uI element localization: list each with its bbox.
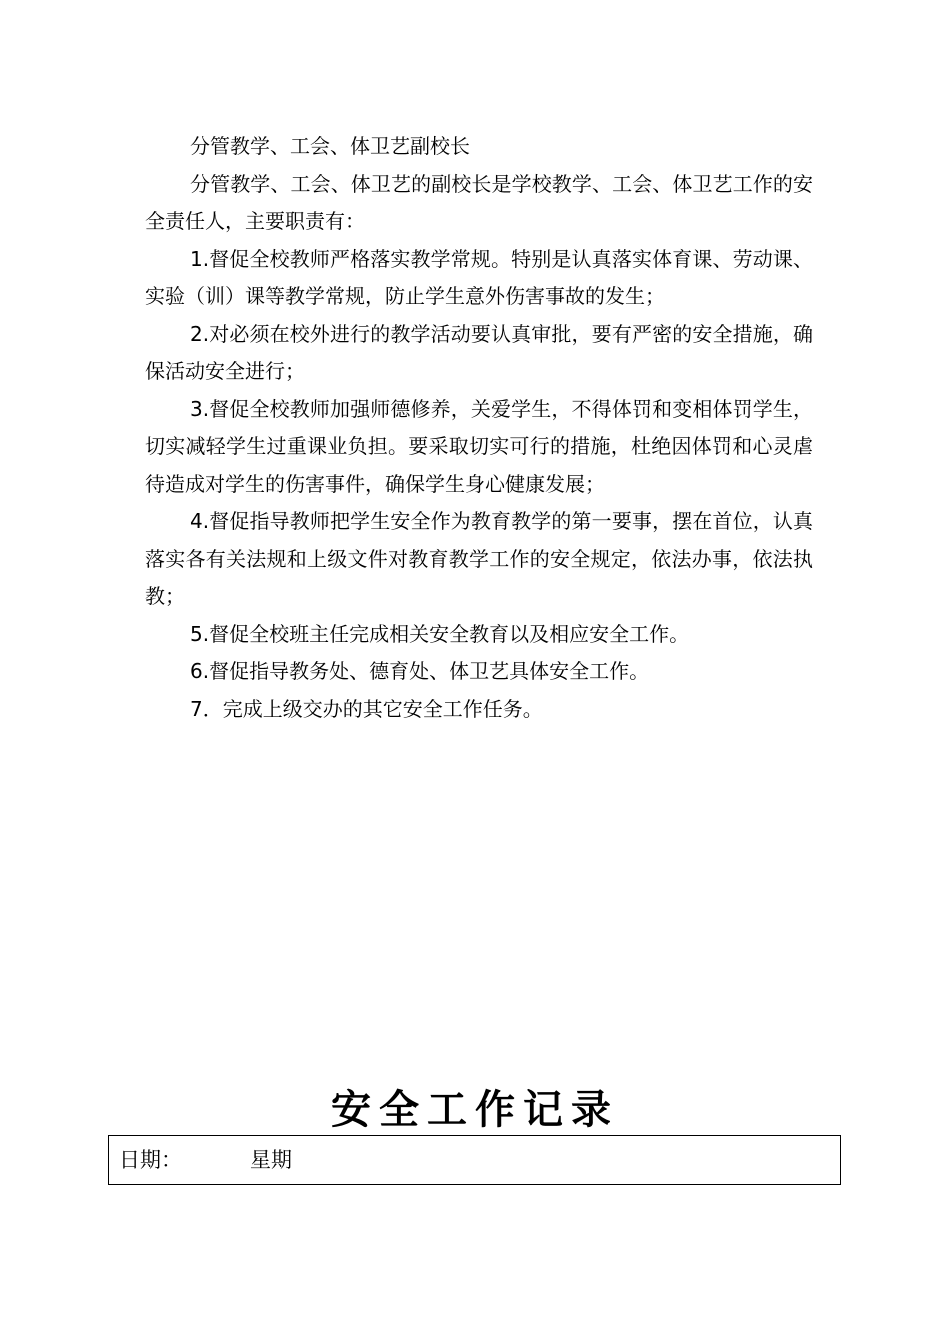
record-table [108,1135,841,1185]
duty-item-4: 4.督促指导教师把学生安全作为教育教学的第一要事，摆在首位，认真落实各有关法规和上级文件对教育教学工作的安全规定，依法办事，依法执教； [145,509,813,608]
date-label: 日期： [119,1148,182,1172]
duty-item-1: 1.督促全校教师严格落实教学常规。特别是认真落实体育课、劳动课、实验（训）课等教学常规，防止学生意外伤害事故的发生； [145,246,813,308]
duty-item-6: 6.督促指导教务处、德育处、体卫艺具体安全工作。 [190,659,650,683]
duty-item-2: 2.对必须在校外进行的教学活动要认真审批，要有严密的安全措施，确保活动安全进行； [145,321,813,383]
weekday-label: 星期 [250,1148,292,1172]
intro-paragraph: 分管教学、工会、体卫艺的副校长是学校教学、工会、体卫艺工作的安全责任人，主要职责有： [145,171,813,233]
duty-item-7: 7．完成上级交办的其它安全工作任务。 [190,696,543,721]
duty-item-5: 5.督促全校班主任完成相关安全教育以及相应安全工作。 [190,621,690,646]
section-heading: 分管教学、工会、体卫艺副校长 [190,134,470,158]
duty-item-3: 3.督促全校教师加强师德修养，关爱学生，不得体罚和变相体罚学生，切实减轻学生过重课业负担。要采取切实可行的措施，杜绝因体罚和心灵虐待造成对学生的伤害事件，确保学生身心健康发展； [145,396,813,496]
document-body [145,128,813,728]
record-title: 安全工作记录 [331,1087,619,1133]
